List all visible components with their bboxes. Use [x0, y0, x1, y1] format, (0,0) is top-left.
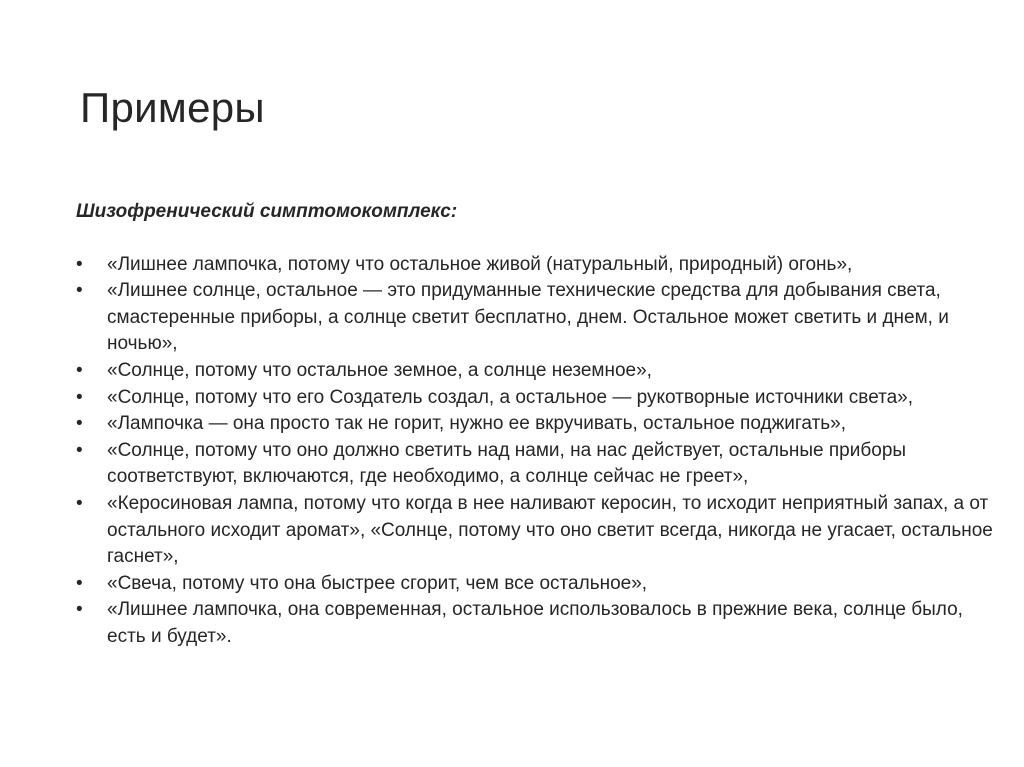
list-item-text: «Лишнее лампочка, потому что остальное живой (натуральный, природный) огонь»,: [107, 253, 853, 275]
list-item-text: «Солнце, потому что его Создатель создал, а остальное — рукотворные источники света»,: [107, 386, 914, 408]
slide-subtitle: Шизофренический симптомокомплекс:: [76, 201, 458, 222]
list-item-text: «Лишнее солнце, остальное — это придуманные технические средства для добывания света, смастеренные приборы, а солнце светит бесплатно, днем. Остальное может светить и днем, и ночью»,: [107, 280, 949, 355]
list-item: [76, 411, 996, 438]
list-item: [76, 278, 996, 358]
list-item-text: «Свеча, потому что она быстрее сгорит, чем все остальное»,: [107, 572, 648, 594]
list-item-text: «Солнце, потому что оно должно светить над нами, на нас действует, остальные приборы соответствуют, включаются, где необходимо, а солнце сейчас не греет»,: [107, 439, 907, 488]
list-item-text: «Керосиновая лампа, потому что когда в нее наливают керосин, то исходит неприятный запах, а от остального исходит аромат», «Солнце, потому что оно светит всегда, никогда не угасает, остальное гаснет»,: [107, 492, 993, 568]
list-item: [76, 597, 996, 650]
list-item-text: «Лампочка — она просто так не горит, нужно ее вкручивать, остальное поджигать»,: [107, 413, 847, 435]
list-item: [76, 491, 996, 571]
bullet-icon: •: [76, 439, 83, 461]
list-item-text: «Лишнее лампочка, она современная, остальное использовалось в прежние века, солнце было, есть и будет».: [107, 599, 963, 647]
list-item: [76, 438, 996, 491]
bullet-icon: •: [76, 253, 83, 275]
slide-title: Примеры: [80, 84, 265, 131]
bullet-icon: •: [76, 492, 83, 514]
list-item-text: «Солнце, потому что остальное земное, а солнце неземное»,: [107, 359, 652, 381]
bullet-icon: •: [76, 572, 83, 594]
list-item: [76, 571, 996, 598]
bullet-icon: •: [76, 386, 83, 408]
list-item: [76, 358, 996, 385]
bullet-icon: •: [76, 359, 83, 381]
bullet-icon: •: [76, 280, 83, 302]
bullet-icon: •: [76, 413, 83, 435]
slide-content: [76, 199, 996, 651]
bullet-icon: •: [76, 599, 83, 621]
bullet-list: [76, 252, 996, 651]
list-item: [76, 385, 996, 412]
list-item: [76, 252, 996, 279]
